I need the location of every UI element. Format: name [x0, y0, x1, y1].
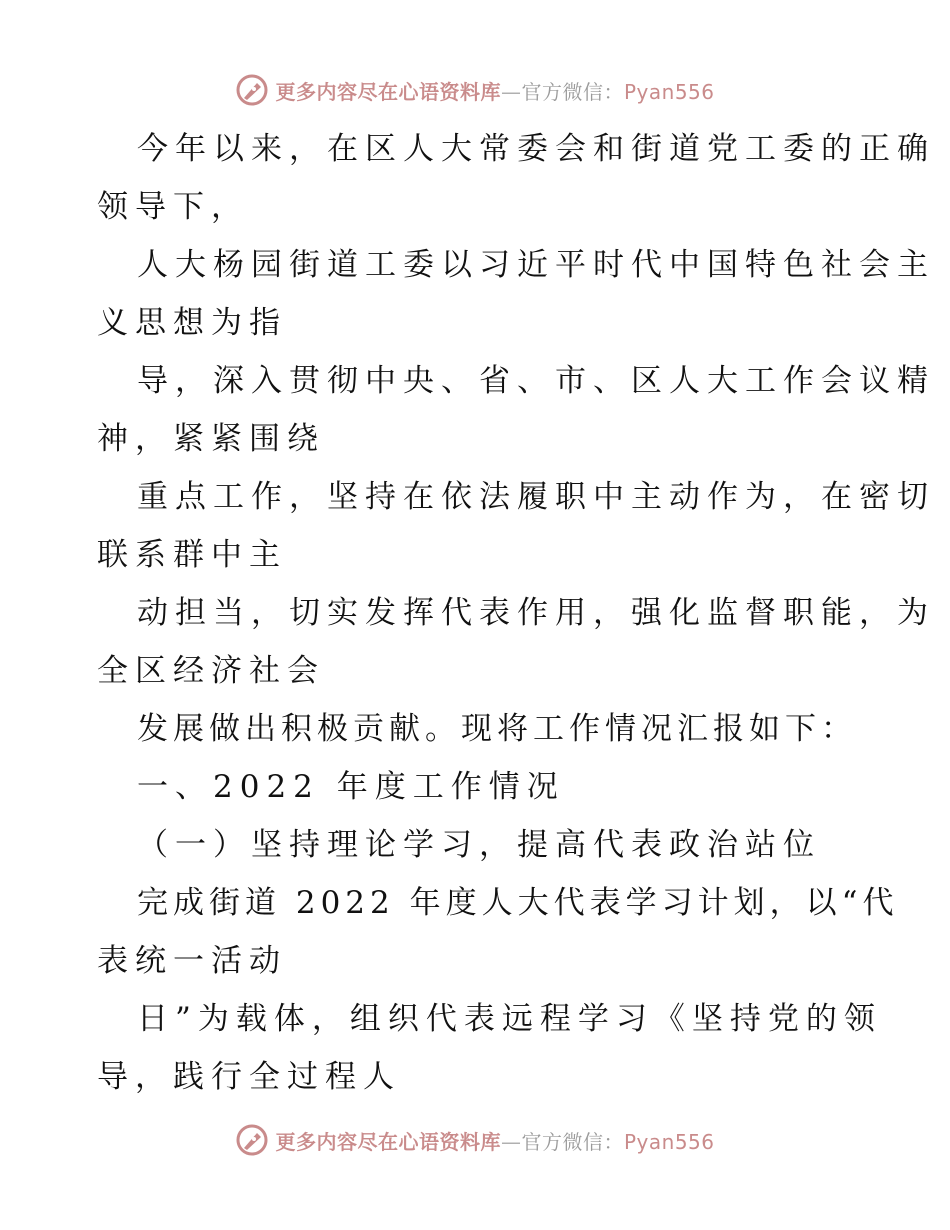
body-line: 神，紧紧围绕 [97, 421, 325, 457]
body-line: 联系群中主 [97, 537, 287, 573]
body-line: 人大杨园街道工委以习近平时代中国特色社会主 [137, 247, 935, 283]
body-line: 领导下， [97, 189, 249, 225]
watermark-official: 官方微信： [521, 79, 624, 104]
watermark-dash: — [500, 79, 522, 104]
footer-watermark [0, 1120, 950, 1160]
body-line: 动担当，切实发挥代表作用，强化监督职能，为 [137, 595, 935, 631]
document-body [97, 120, 935, 1106]
body-line: 义思想为指 [97, 305, 287, 341]
body-line: 全区经济社会 [97, 653, 325, 689]
watermark-wechat-id: Pyan556 [623, 1129, 715, 1154]
watermark-brand: 更多内容尽在心语资料库 [275, 79, 501, 104]
pen-nib-logo-icon [235, 73, 269, 107]
header-watermark [0, 70, 950, 110]
section-heading: 一、2022 年度工作情况 [137, 769, 565, 805]
body-line: 完成街道 2022 年度人大代表学习计划，以“代 [137, 885, 899, 921]
subsection-heading: （一）坚持理论学习，提高代表政治站位 [137, 827, 821, 863]
watermark-wechat-id: Pyan556 [623, 79, 715, 104]
pen-nib-logo-icon [235, 1123, 269, 1157]
body-line: 导，践行全过程人 [97, 1059, 401, 1095]
body-line: 表统一活动 [97, 943, 287, 979]
body-line: 日”为载体，组织代表远程学习《坚持党的领 [137, 1001, 882, 1037]
body-line: 导，深入贯彻中央、省、市、区人大工作会议精 [137, 363, 935, 399]
body-line: 发展做出积极贡献。现将工作情况汇报如下： [137, 711, 857, 747]
body-line: 重点工作，坚持在依法履职中主动作为，在密切 [137, 479, 935, 515]
watermark-official: 官方微信： [521, 1129, 624, 1154]
watermark-text [275, 76, 714, 105]
watermark-dash: — [500, 1129, 522, 1154]
watermark-text [275, 1126, 714, 1155]
watermark-brand: 更多内容尽在心语资料库 [275, 1129, 501, 1154]
body-line: 今年以来，在区人大常委会和街道党工委的正确 [137, 131, 935, 167]
